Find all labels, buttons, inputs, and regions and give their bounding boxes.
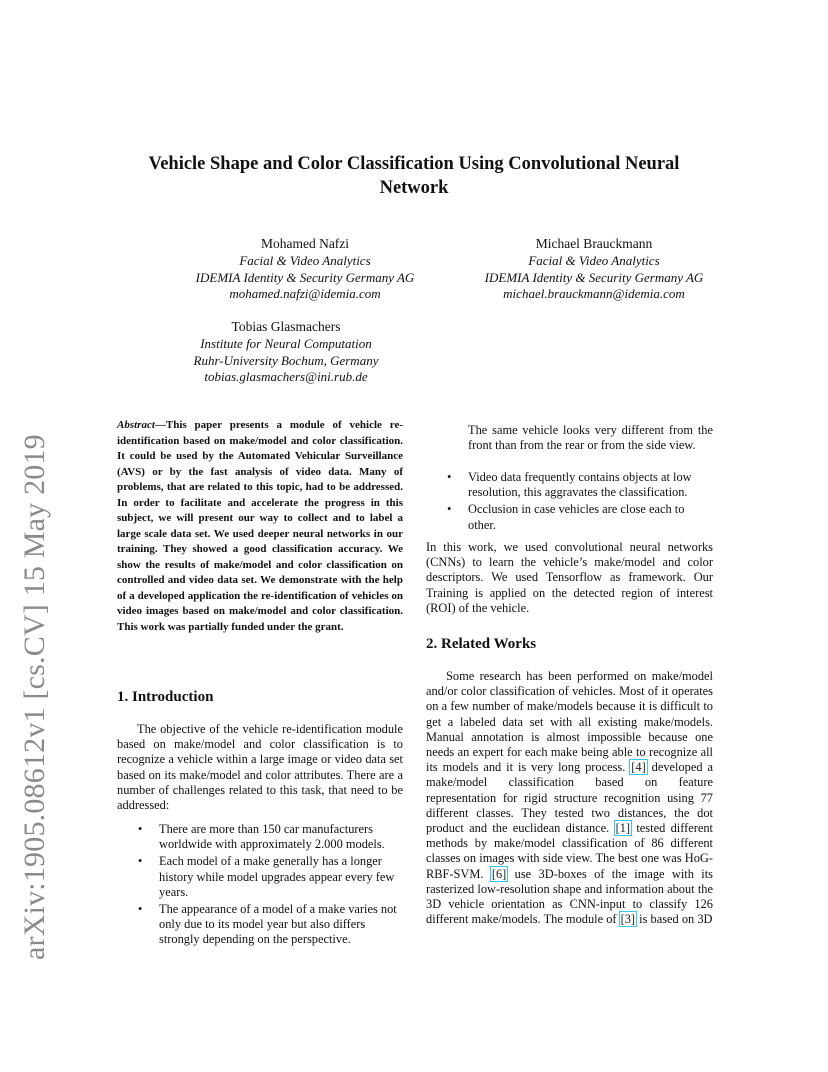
author-affiliation-org: IDEMIA Identity & Security Germany AG bbox=[484, 269, 704, 285]
citation-link[interactable]: [4] bbox=[631, 760, 646, 775]
citation-link[interactable]: [3] bbox=[620, 912, 636, 927]
author-block-2 bbox=[444, 236, 744, 303]
bullet-icon: • bbox=[138, 854, 143, 869]
abstract bbox=[117, 418, 403, 635]
abstract-text: —This paper presents a module of vehicle re-identification based on make/model and color classification. It could be used by the Automated Vehicular Surveillance (AVS) or by the fast analysis of video data. Many of problems, that are related to this topic, had to be addressed. In order to facilitate and accelerate the progress in this subject, we will present our way to collect and to label a large scale data set. We used deeper neural networks in our training. They showed a good classification accuracy. We show the results of make/model and color classification on controlled and video data set. We demonstrate with the help of a developed application the re-identification of vehicles on video images based on make/model and color classification. This work was partially funded under the grant. bbox=[117, 419, 403, 633]
section-heading-related-works: 2. Related Works bbox=[426, 636, 537, 652]
list-item: • Occlusion in case vehicles are close each to other. bbox=[447, 502, 685, 532]
author-affiliation-group: Facial & Video Analytics bbox=[239, 252, 371, 268]
author-name: Michael Brauckmann bbox=[535, 236, 653, 251]
bullet-icon: • bbox=[138, 822, 143, 836]
intro-paragraph: The objective of the vehicle re-identification module based on make/model and color classification is to recognize a vehicle within a large image or video data set based on its make/model and color attributes. There are a number of challenges related to this task, that need to be addressed: bbox=[117, 722, 403, 813]
author-email: michael.brauckmann@idemia.com bbox=[503, 286, 685, 302]
author-affiliation-org: Ruhr-University Bochum, Germany bbox=[193, 352, 379, 368]
title-line-2: Network bbox=[379, 178, 449, 198]
right-challenge-list bbox=[426, 470, 713, 535]
list-item: • There are more than 150 car manufacturers worldwide with approximately 2.000 models. bbox=[138, 822, 385, 852]
author-name: Tobias Glasmachers bbox=[231, 319, 341, 334]
paper-title bbox=[0, 152, 828, 200]
author-name: Mohamed Nafzi bbox=[260, 236, 350, 251]
author-affiliation-group: Facial & Video Analytics bbox=[528, 252, 660, 268]
bullet-icon: • bbox=[138, 902, 143, 917]
arxiv-side-stamp: arXiv:1905.08612v1 [cs.CV] 15 May 2019 bbox=[18, 434, 51, 960]
author-affiliation-org: IDEMIA Identity & Security Germany AG bbox=[195, 269, 415, 285]
citation-link[interactable]: [6] bbox=[491, 866, 507, 881]
list-item: • Each model of a make generally has a longer history while model upgrades appear every few years. bbox=[138, 854, 395, 899]
list-item: • The appearance of a model of a make varies not only due to its model year but also differs strongly depending on the perspective. bbox=[138, 902, 397, 947]
abstract-label: Abstract bbox=[117, 419, 155, 431]
intro-challenge-list bbox=[117, 822, 403, 950]
author-email: mohamed.nafzi@idemia.com bbox=[229, 286, 381, 302]
list-item-continuation: The same vehicle looks very different from the front than from the rear or from the side view. bbox=[468, 423, 713, 453]
bullet-icon: • bbox=[447, 470, 452, 484]
section-heading-introduction: 1. Introduction bbox=[117, 689, 214, 705]
related-works-paragraph: Some research has been performed on make/model and/or color classification of vehicles. Most of it operates on a few number of make/models because it is difficult to get a labeled data set with all existing make/models. Manual annotation is almost impossible because one needs an expert for each make being able to recognize all its models and it is very long process. [4] developed a make/model classification based on feature representation for rigid structure recognition using 77 different classes. They tested two distances, the dot product and the euclidean distance. [1] tested different methods by make/model classification of 86 different classes on images with side view. The best one was HoG-RBF-SVM. [6] use 3D-boxes of the image with its rasterized low-resolution shape and information about the 3D vehicle orientation as CNN-input to classify 126 different make/models. The module of [3] is based on 3D bbox=[426, 669, 713, 927]
author-email: tobias.glasmachers@ini.rub.de bbox=[204, 369, 368, 385]
author-affiliation-group: Institute for Neural Computation bbox=[200, 335, 372, 351]
title-line-1: Vehicle Shape and Color Classification Using Convolutional Neural bbox=[148, 154, 680, 174]
citation-link[interactable]: [1] bbox=[615, 821, 631, 836]
bullet-icon: • bbox=[447, 502, 452, 517]
cnn-paragraph: In this work, we used convolutional neural networks (CNNs) to learn the vehicle’s make/model and color descriptors. We used Tensorflow as framework. Our Training is applied on the detected region of interest (ROI) of the vehicle. bbox=[426, 540, 713, 615]
author-block-1 bbox=[155, 236, 455, 303]
author-block-3 bbox=[136, 319, 436, 386]
list-item: • Video data frequently contains objects at low resolution, this aggravates the classification. bbox=[447, 470, 692, 500]
